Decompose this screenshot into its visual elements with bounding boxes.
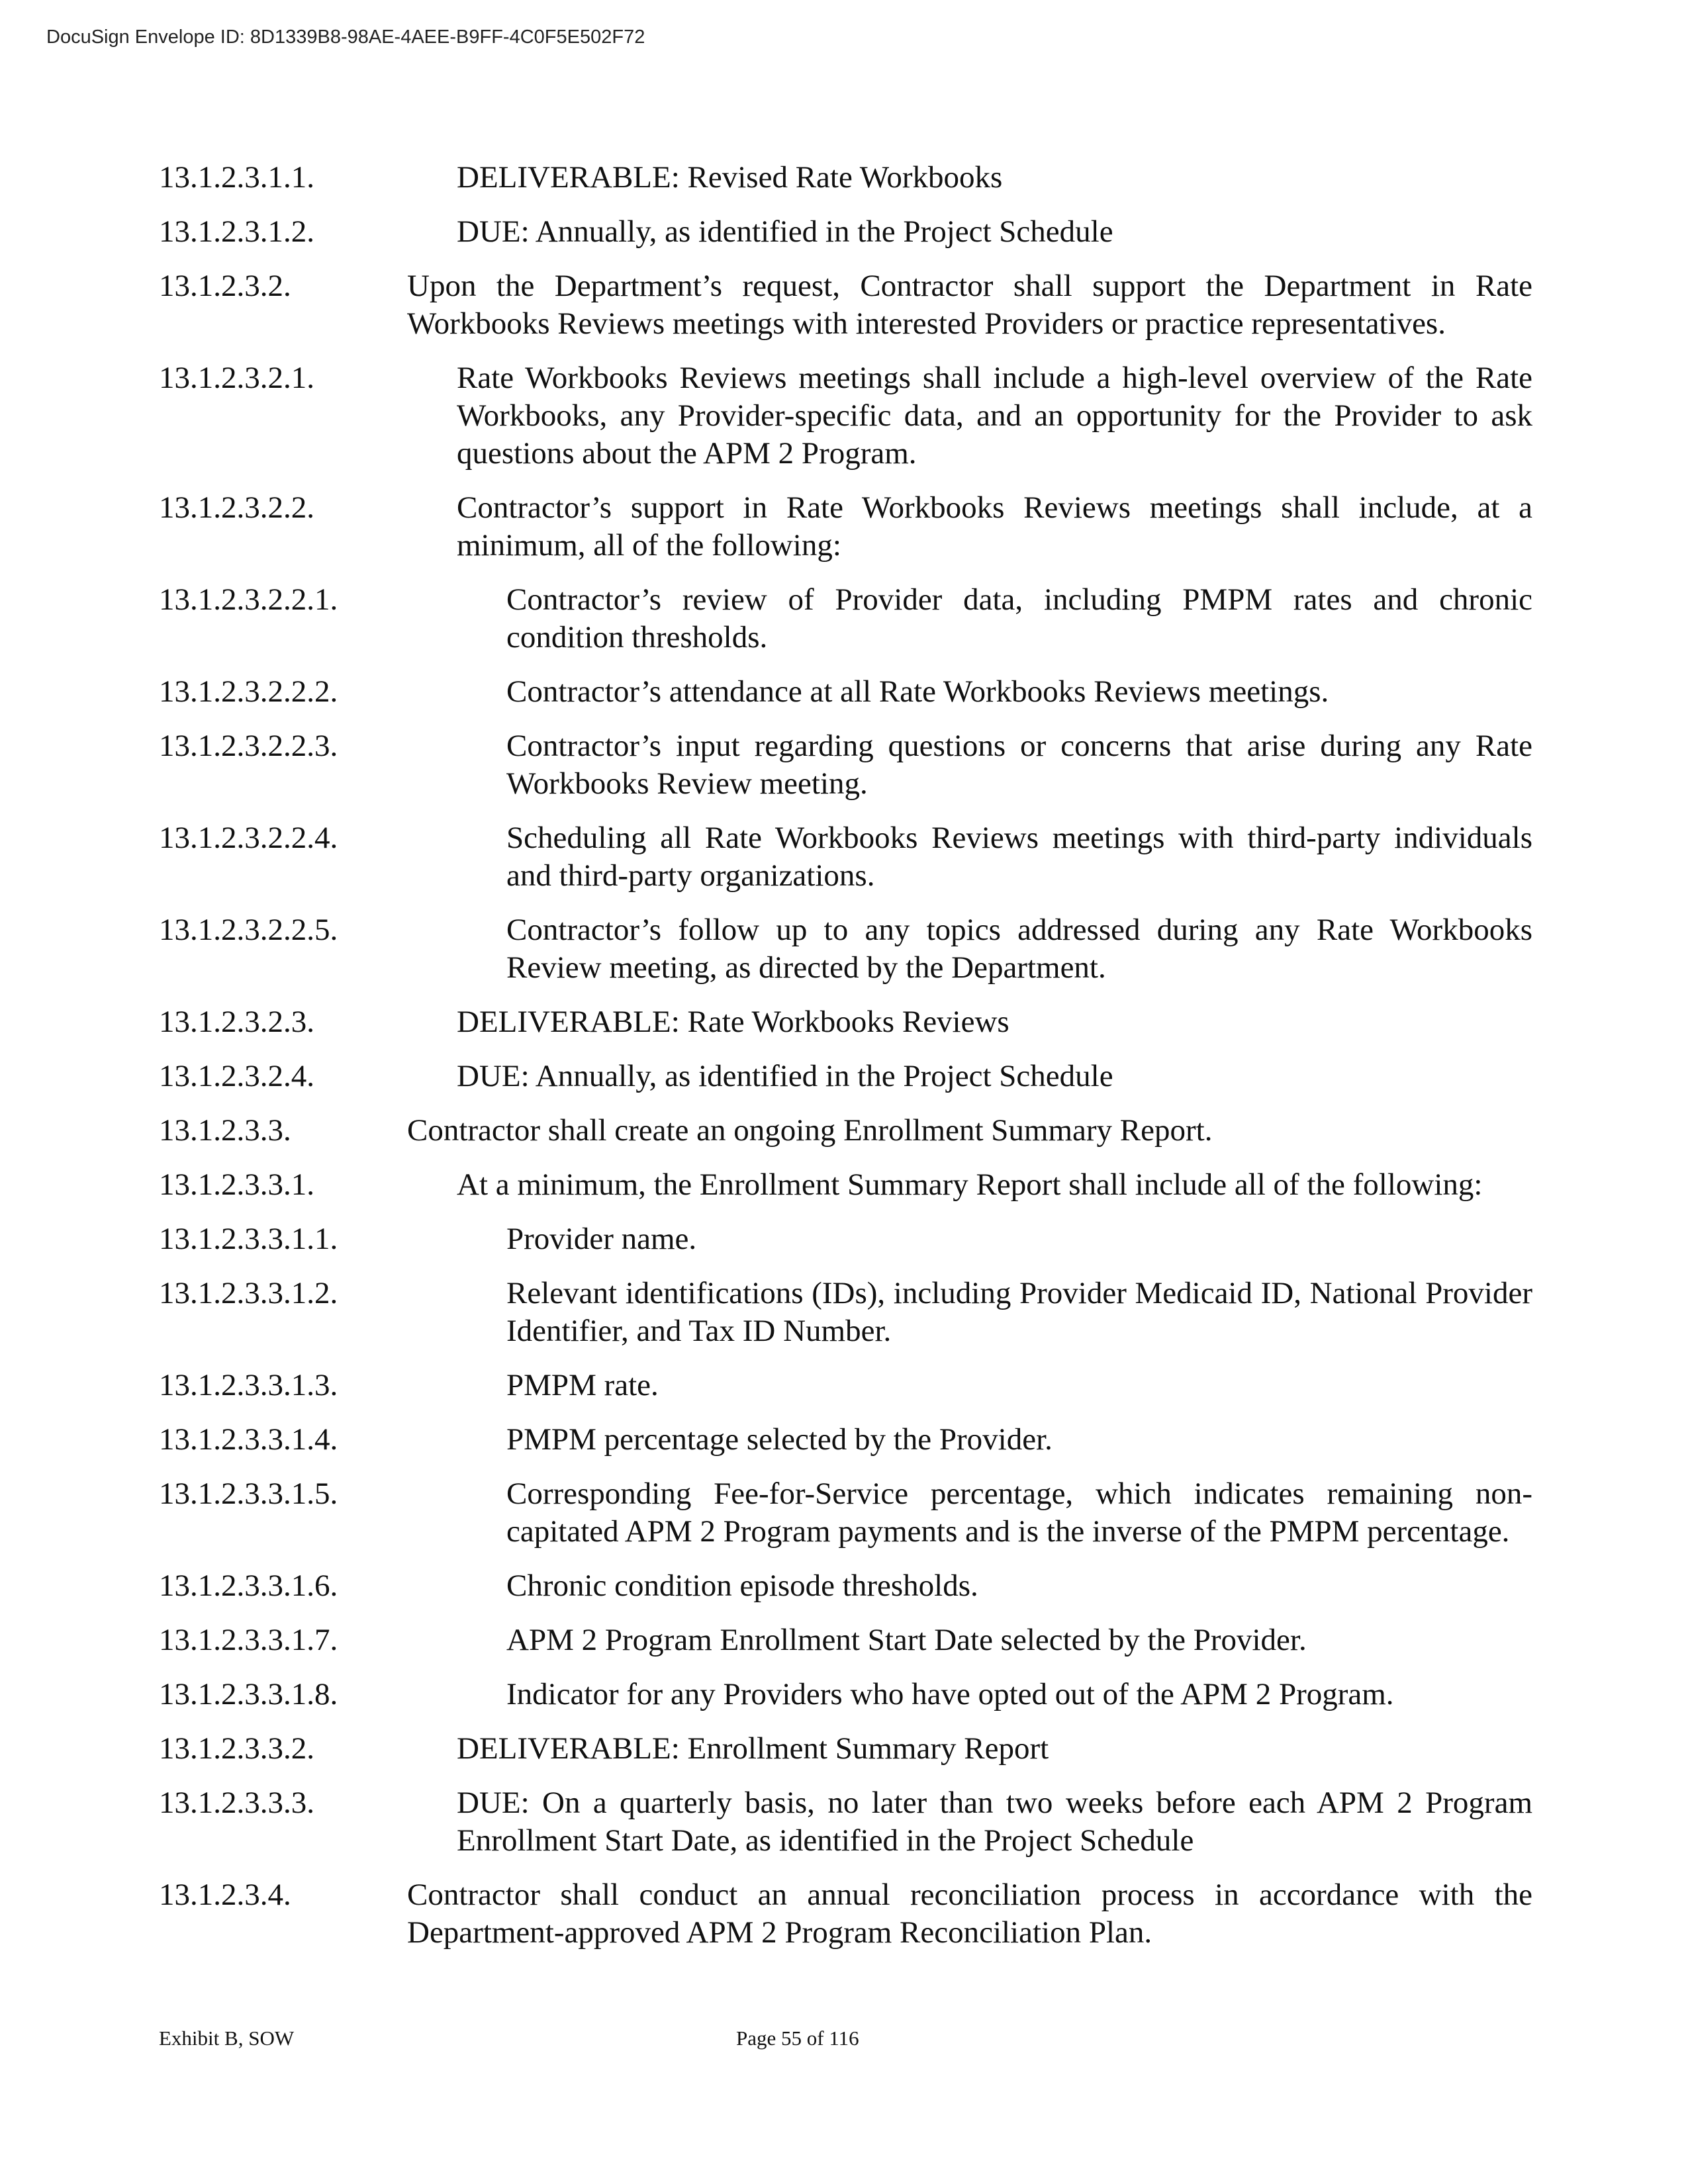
list-item: [0, 581, 1688, 657]
item-number: 13.1.2.3.2.4.: [159, 1059, 314, 1093]
list-item: [0, 1475, 1688, 1551]
item-text: DELIVERABLE: Enrollment Summary Report: [457, 1731, 1049, 1766]
item-text: PMPM percentage selected by the Provider.: [506, 1422, 1053, 1457]
list-item: [0, 727, 1688, 803]
item-number: 13.1.2.3.3.1.4.: [159, 1422, 338, 1457]
item-number: 13.1.2.3.3.1.2.: [159, 1276, 338, 1310]
item-text: DUE: On a quarterly basis, no later than two weeks before each APM 2 Program Enrollment Start Date, as identified in the Project Schedule: [457, 1786, 1532, 1858]
list-item: [0, 911, 1688, 987]
item-text: Relevant identifications (IDs), including Provider Medicaid ID, National Provider Identifier, and Tax ID Number.: [506, 1276, 1532, 1348]
item-number: 13.1.2.3.3.: [159, 1113, 291, 1148]
document-body: [0, 159, 1688, 1968]
item-number: 13.1.2.3.3.1.8.: [159, 1677, 338, 1711]
item-text: Corresponding Fee-for-Service percentage, which indicates remaining non-capitated APM 2 Program payments and is the inverse of the PMPM percentage.: [506, 1477, 1532, 1549]
item-text: Contractor shall create an ongoing Enrollment Summary Report.: [407, 1113, 1213, 1148]
item-text: Contractor’s follow up to any topics addressed during any Rate Workbooks Review meeting, as directed by the Department.: [506, 913, 1532, 985]
list-item: [0, 1220, 1688, 1258]
item-number: 13.1.2.3.3.1.6.: [159, 1569, 338, 1603]
item-number: 13.1.2.3.1.2.: [159, 214, 314, 249]
list-item: [0, 359, 1688, 473]
footer-page-number: Page 55 of 116: [736, 2026, 859, 2050]
item-number: 13.1.2.3.2.3.: [159, 1005, 314, 1039]
item-text: DUE: Annually, as identified in the Project Schedule: [457, 214, 1113, 249]
item-number: 13.1.2.3.2.2.2.: [159, 674, 338, 709]
item-number: 13.1.2.3.3.3.: [159, 1786, 314, 1820]
item-text: Scheduling all Rate Workbooks Reviews meetings with third-party individuals and third-party organizations.: [506, 821, 1532, 893]
list-item: [0, 673, 1688, 711]
list-item: [0, 1567, 1688, 1605]
list-item: [0, 1421, 1688, 1459]
item-number: 13.1.2.3.3.1.7.: [159, 1623, 338, 1657]
list-item: [0, 1876, 1688, 1952]
item-number: 13.1.2.3.3.2.: [159, 1731, 314, 1766]
item-text: DELIVERABLE: Rate Workbooks Reviews: [457, 1005, 1009, 1039]
item-text: Rate Workbooks Reviews meetings shall include a high-level overview of the Rate Workbooks, any Provider-specific data, and an opportunity for the Provider to ask questions about the APM 2 Program.: [457, 361, 1532, 471]
item-text: Provider name.: [506, 1222, 697, 1256]
item-number: 13.1.2.3.2.2.: [159, 490, 314, 525]
list-item: [0, 1166, 1688, 1204]
item-number: 13.1.2.3.2.2.3.: [159, 729, 338, 763]
item-number: 13.1.2.3.4.: [159, 1878, 291, 1912]
list-item: [0, 1730, 1688, 1768]
item-text: PMPM rate.: [506, 1368, 659, 1402]
list-item: [0, 1676, 1688, 1713]
item-number: 13.1.2.3.2.: [159, 269, 291, 303]
item-number: 13.1.2.3.2.2.5.: [159, 913, 338, 947]
list-item: [0, 819, 1688, 895]
list-item: [0, 1367, 1688, 1404]
item-number: 13.1.2.3.3.1.1.: [159, 1222, 338, 1256]
item-text: APM 2 Program Enrollment Start Date selected by the Provider.: [506, 1623, 1307, 1657]
item-text: Chronic condition episode thresholds.: [506, 1569, 978, 1603]
item-text: Contractor’s review of Provider data, including PMPM rates and chronic condition thresholds.: [506, 582, 1532, 655]
list-item: [0, 1058, 1688, 1095]
item-number: 13.1.2.3.2.2.1.: [159, 582, 338, 617]
list-item: [0, 1003, 1688, 1041]
docusign-envelope-id: DocuSign Envelope ID: 8D1339B8-98AE-4AEE-B9FF-4C0F5E502F72: [46, 26, 645, 48]
item-number: 13.1.2.3.3.1.3.: [159, 1368, 338, 1402]
list-item: [0, 1784, 1688, 1860]
list-item: [0, 213, 1688, 251]
item-text: DUE: Annually, as identified in the Project Schedule: [457, 1059, 1113, 1093]
list-item: [0, 1621, 1688, 1659]
item-number: 13.1.2.3.3.1.: [159, 1167, 314, 1202]
item-text: At a minimum, the Enrollment Summary Report shall include all of the following:: [457, 1167, 1483, 1202]
item-text: Contractor’s support in Rate Workbooks Reviews meetings shall include, at a minimum, all of the following:: [457, 490, 1532, 563]
list-item: [0, 1112, 1688, 1150]
item-number: 13.1.2.3.2.1.: [159, 361, 314, 395]
footer-exhibit-label: Exhibit B, SOW: [159, 2026, 295, 2050]
list-item: [0, 1275, 1688, 1350]
item-text: Contractor shall conduct an annual reconciliation process in accordance with the Department-approved APM 2 Program Reconciliation Plan.: [407, 1878, 1532, 1950]
item-text: Indicator for any Providers who have opted out of the APM 2 Program.: [506, 1677, 1394, 1711]
item-number: 13.1.2.3.3.1.5.: [159, 1477, 338, 1511]
list-item: [0, 489, 1688, 565]
item-text: Contractor’s input regarding questions or concerns that arise during any Rate Workbooks Review meeting.: [506, 729, 1532, 801]
list-item: [0, 159, 1688, 197]
item-text: Upon the Department’s request, Contractor shall support the Department in Rate Workbooks Reviews meetings with interested Providers or practice representatives.: [407, 269, 1532, 341]
list-item: [0, 267, 1688, 343]
item-number: 13.1.2.3.1.1.: [159, 160, 314, 195]
item-text: DELIVERABLE: Revised Rate Workbooks: [457, 160, 1003, 195]
item-text: Contractor’s attendance at all Rate Workbooks Reviews meetings.: [506, 674, 1329, 709]
item-number: 13.1.2.3.2.2.4.: [159, 821, 338, 855]
